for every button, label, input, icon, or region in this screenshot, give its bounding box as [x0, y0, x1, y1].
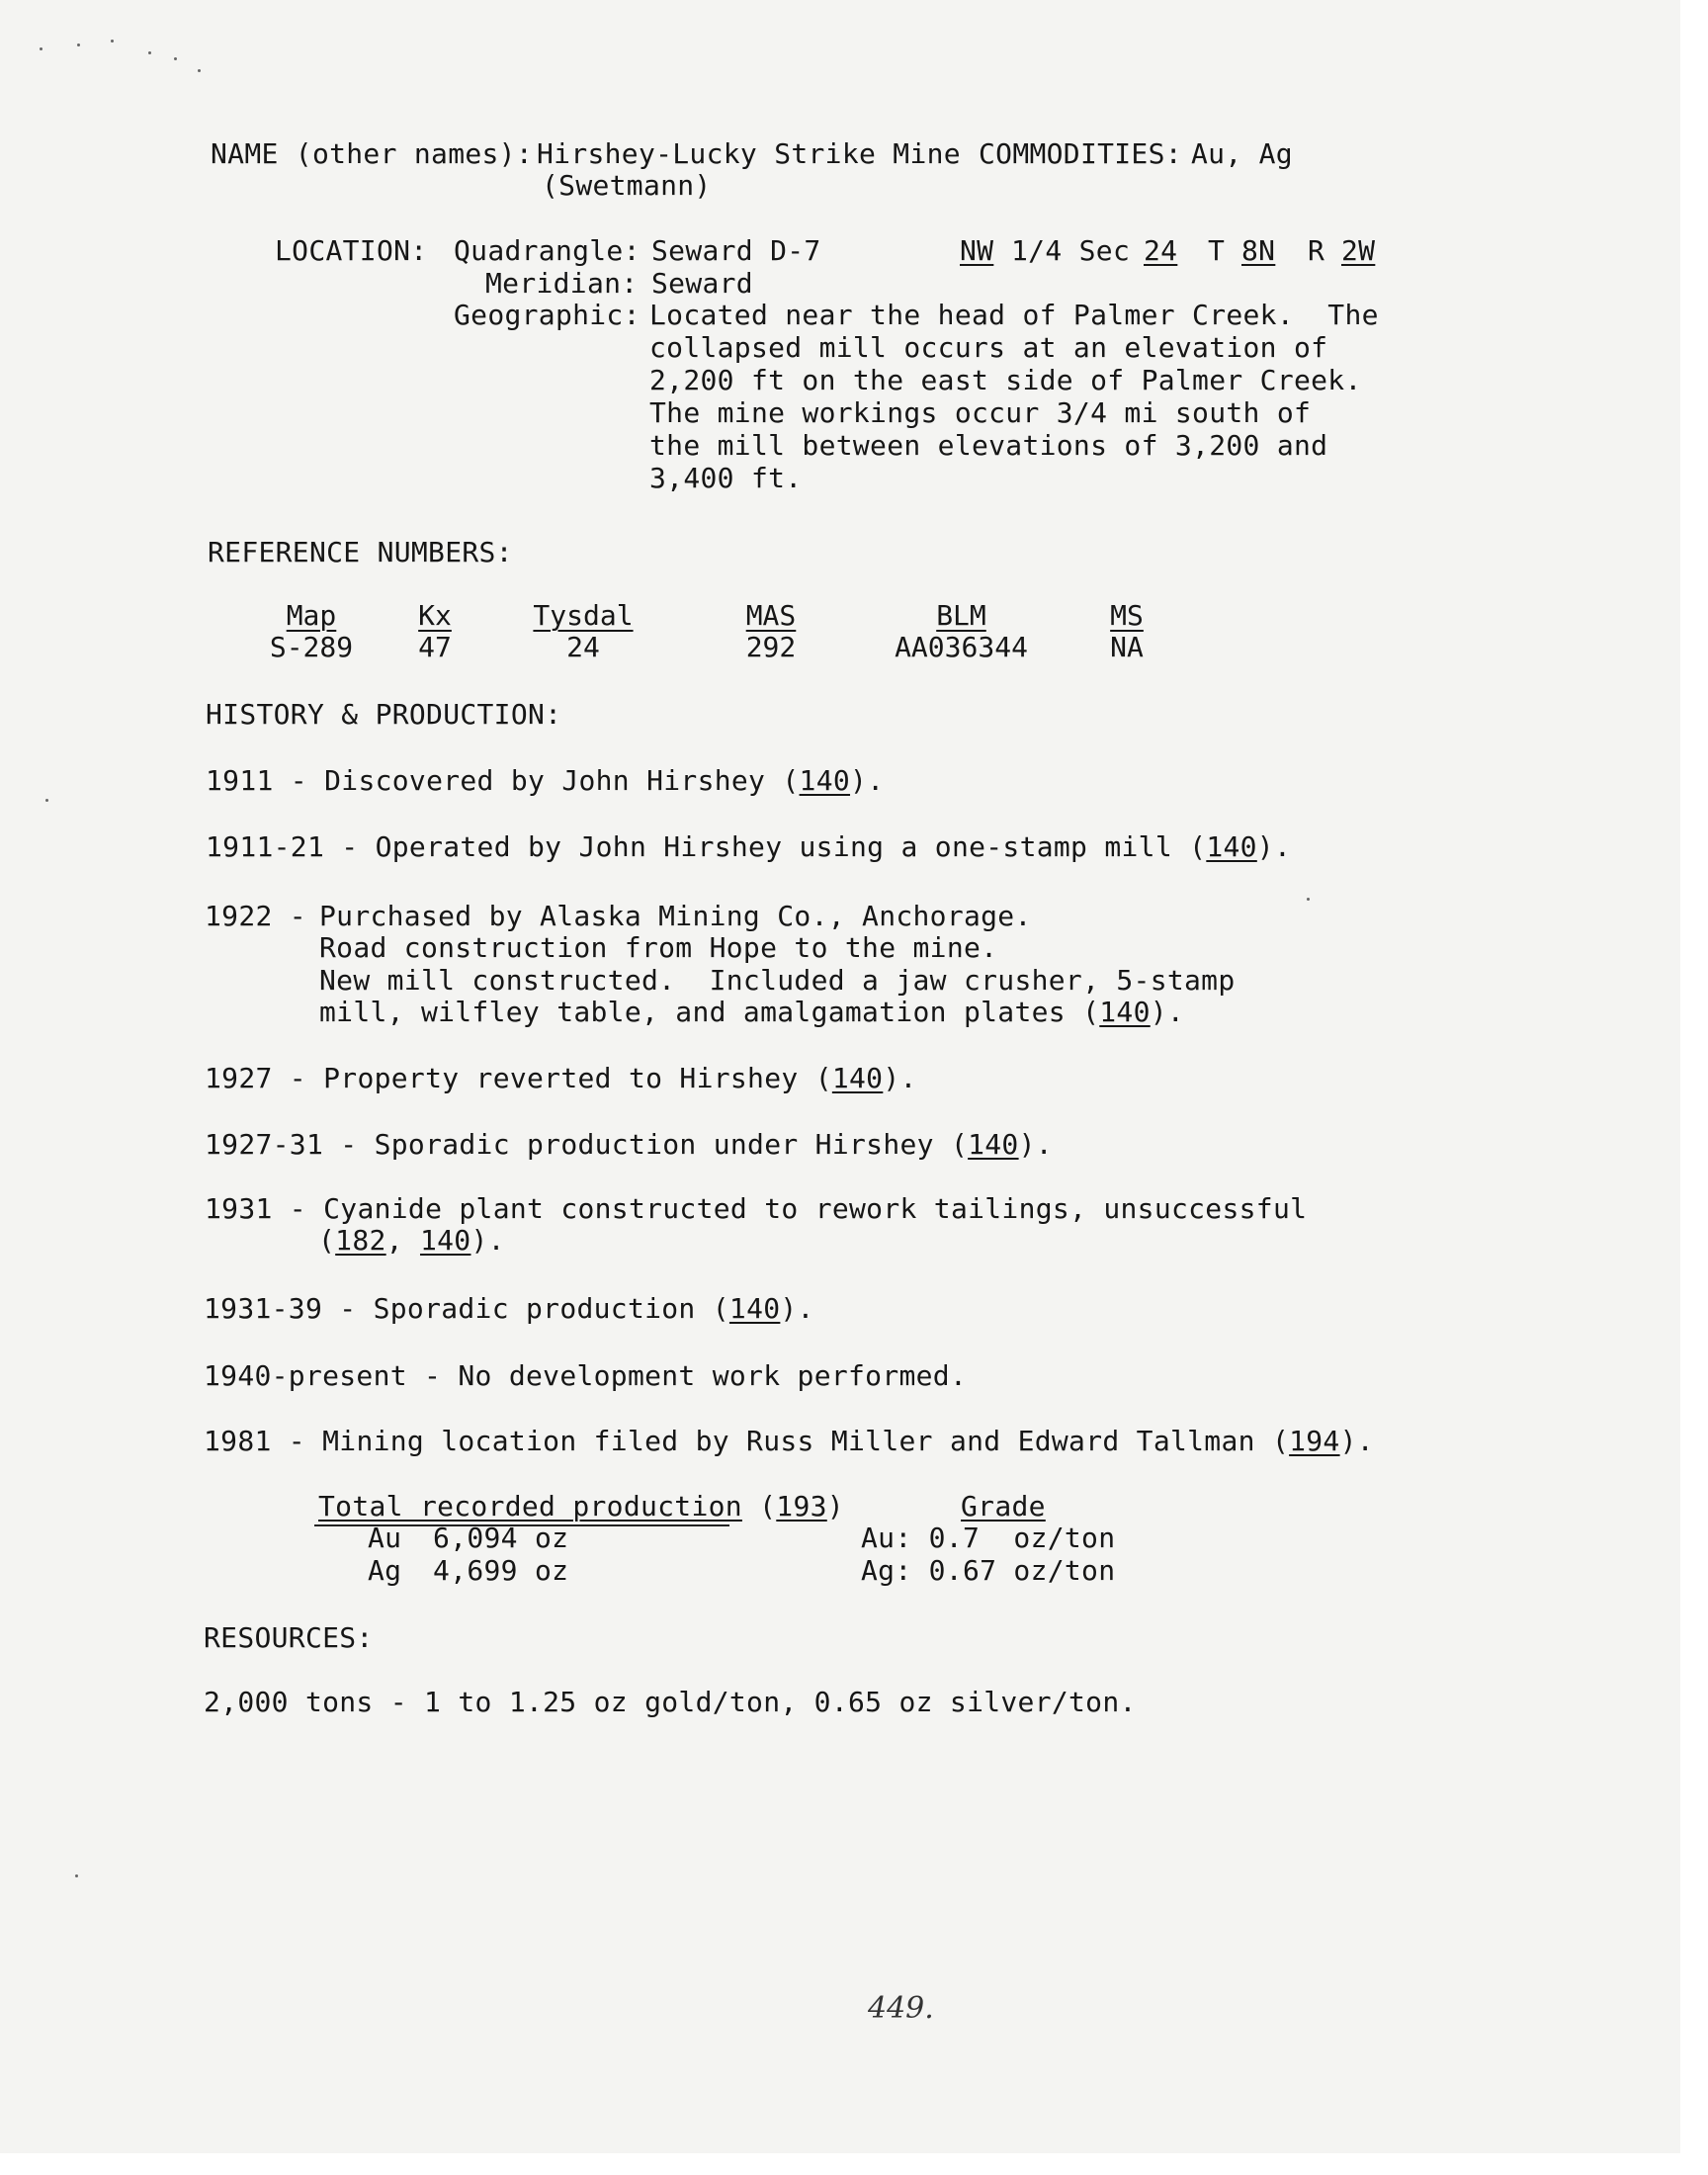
production-amount: 4,699 oz: [433, 1554, 569, 1587]
history-text: New mill constructed. Included a jaw crusher, 5-stamp: [319, 964, 1236, 997]
ref-col-head: Map: [286, 599, 337, 632]
history-text: Discovered by John Hirshey (: [324, 764, 800, 797]
name-label: NAME (other names):: [211, 137, 533, 170]
production-grade: Au: 0.7 oz/ton: [861, 1522, 1116, 1554]
section-number: 24: [1144, 234, 1178, 267]
history-text: Purchased by Alaska Mining Co., Anchorage.: [319, 900, 1032, 932]
history-entry: [206, 765, 884, 797]
quarter-suffix: 1/4 Sec: [1011, 234, 1131, 267]
ref-col-value: AA036344: [895, 631, 1028, 663]
total-production-text: Total recorded production: [318, 1490, 742, 1522]
history-text: No development work performed.: [458, 1359, 968, 1392]
ref-col-mas: [731, 600, 811, 663]
ref-col-head: MAS: [745, 599, 797, 632]
history-text-part: mill, wilfley table, and amalgamation plates (: [319, 996, 1100, 1028]
history-text: Sporadic production (: [373, 1292, 729, 1325]
history-text-end: ).: [780, 1292, 814, 1325]
history-ref: 140: [799, 764, 851, 797]
resources-text: 2,000 tons - 1 to 1.25 oz gold/ton, 0.65 oz silver/ton.: [204, 1686, 1137, 1718]
history-year: 1911-21 -: [206, 830, 359, 863]
ref-col-head: MS: [1110, 599, 1144, 632]
total-production-ref-open: (: [759, 1490, 777, 1522]
history-ref: 140: [419, 1224, 471, 1257]
scan-speck: [174, 57, 177, 60]
history-year: 1931-39 -: [204, 1292, 357, 1325]
ref-col-value: 47: [418, 631, 452, 663]
history-ref: 140: [728, 1292, 781, 1325]
ref-col-kx: [405, 600, 465, 663]
history-entry: [204, 1360, 967, 1392]
history-entry: [205, 1193, 1307, 1225]
history-ref: 182: [335, 1224, 386, 1257]
history-year: 1922 -: [205, 900, 306, 932]
scan-speck: [40, 47, 43, 50]
history-text-end: ).: [883, 1062, 917, 1094]
history-text: Mining location filed by Russ Miller and Edward Tallman (: [322, 1425, 1290, 1457]
meridian-value: Seward: [651, 267, 753, 300]
history-text: [318, 1225, 505, 1257]
history-ref: 194: [1289, 1425, 1340, 1457]
history-text-end: ).: [1339, 1425, 1374, 1457]
ref-col-value: 292: [745, 631, 797, 663]
production-amount: 6,094 oz: [433, 1522, 569, 1554]
history-text: Property reverted to Hirshey (: [323, 1062, 832, 1094]
geographic-line: collapsed mill occurs at an elevation of: [649, 331, 1328, 364]
ref-col-head: BLM: [936, 599, 986, 632]
history-text-end: ).: [1018, 1128, 1053, 1161]
history-entry: [206, 831, 1291, 863]
range-value: 2W: [1341, 234, 1376, 267]
total-production-ref: 193: [776, 1490, 827, 1522]
history-text: Cyanide plant constructed to rework tailings, unsuccessful: [323, 1192, 1308, 1225]
quarter-section: NW: [960, 234, 994, 267]
production-element: Ag: [368, 1554, 402, 1587]
mine-name: Hirshey-Lucky Strike Mine: [537, 137, 961, 170]
total-production-label: [318, 1491, 844, 1522]
scan-speck: [111, 40, 114, 43]
ref-col-blm: [885, 600, 1038, 663]
page-number: 449.: [868, 1991, 934, 2026]
history-year: 1940-present -: [204, 1359, 442, 1392]
history-text-part: (: [318, 1224, 336, 1257]
history-ref: 140: [968, 1128, 1019, 1161]
production-element: Au: [368, 1522, 402, 1554]
history-text-end: ).: [1150, 996, 1185, 1028]
meridian-label: Meridian:: [485, 267, 639, 300]
ref-col-map: [267, 600, 356, 663]
scan-speck: [45, 799, 48, 802]
history-ref-separator: ,: [385, 1224, 420, 1257]
geographic-line: 3,400 ft.: [649, 462, 803, 494]
history-text: Operated by John Hirshey using a one-stamp mill (: [375, 830, 1207, 863]
scan-speck: [1307, 898, 1310, 901]
history-year: 1981 -: [204, 1425, 305, 1457]
geographic-line: Located near the head of Palmer Creek. The: [649, 299, 1379, 331]
scan-edge-right: [1680, 0, 1708, 2175]
history-text-end: ).: [850, 764, 885, 797]
scan-edge-bottom: [0, 2153, 1708, 2175]
ref-col-tysdal: [524, 600, 642, 663]
location-label: LOCATION:: [275, 234, 428, 267]
ref-col-value: NA: [1110, 631, 1144, 663]
scan-speck: [148, 51, 151, 54]
reference-numbers-heading: REFERENCE NUMBERS:: [208, 536, 513, 568]
history-entry: [204, 1426, 1374, 1457]
history-text: [319, 997, 1184, 1028]
geographic-line: 2,200 ft on the east side of Palmer Creek.: [649, 364, 1362, 396]
ref-col-value: S-289: [269, 631, 354, 663]
scan-speck: [77, 44, 80, 46]
ref-col-head: Kx: [418, 599, 452, 632]
history-year: 1927-31 -: [205, 1128, 358, 1161]
ref-col-value: 24: [566, 631, 600, 663]
geographic-line: the mill between elevations of 3,200 and: [649, 429, 1328, 462]
resources-heading: RESOURCES:: [204, 1621, 374, 1654]
geographic-label: Geographic:: [454, 299, 640, 331]
township-value: 8N: [1241, 234, 1276, 267]
geographic-line: The mine workings occur 3/4 mi south of: [649, 396, 1312, 429]
history-entry: [205, 1063, 917, 1094]
township-label: T: [1208, 234, 1226, 267]
total-production-ref-close: ): [826, 1490, 844, 1522]
history-text-end: ).: [1256, 830, 1292, 863]
history-ref: 140: [1099, 996, 1151, 1028]
ref-col-head: Tysdal: [533, 599, 634, 632]
history-year: 1931 -: [205, 1192, 306, 1225]
history-year: 1911 -: [206, 764, 307, 797]
scan-speck: [75, 1874, 78, 1877]
commodities-value: Au, Ag: [1191, 137, 1293, 170]
scan-speck: [198, 69, 201, 72]
history-heading: HISTORY & PRODUCTION:: [206, 698, 562, 731]
history-text: Road construction from Hope to the mine.: [319, 931, 998, 964]
history-year: 1927 -: [205, 1062, 306, 1094]
other-name: (Swetmann): [542, 169, 712, 202]
grade-label: Grade: [961, 1490, 1046, 1522]
history-text-end: ).: [470, 1224, 505, 1257]
quadrangle-label: Quadrangle:: [454, 234, 640, 267]
history-entry: [205, 1129, 1053, 1161]
range-label: R: [1308, 234, 1325, 267]
history-entry: [204, 1293, 814, 1325]
history-ref: 140: [1206, 830, 1257, 863]
commodities-label: COMMODITIES:: [979, 137, 1182, 170]
history-ref: 140: [831, 1062, 884, 1094]
quadrangle-value: Seward D-7: [651, 234, 821, 267]
production-grade: Ag: 0.67 oz/ton: [861, 1554, 1116, 1587]
history-text: Sporadic production under Hirshey (: [374, 1128, 969, 1161]
ref-col-ms: [1097, 600, 1156, 663]
